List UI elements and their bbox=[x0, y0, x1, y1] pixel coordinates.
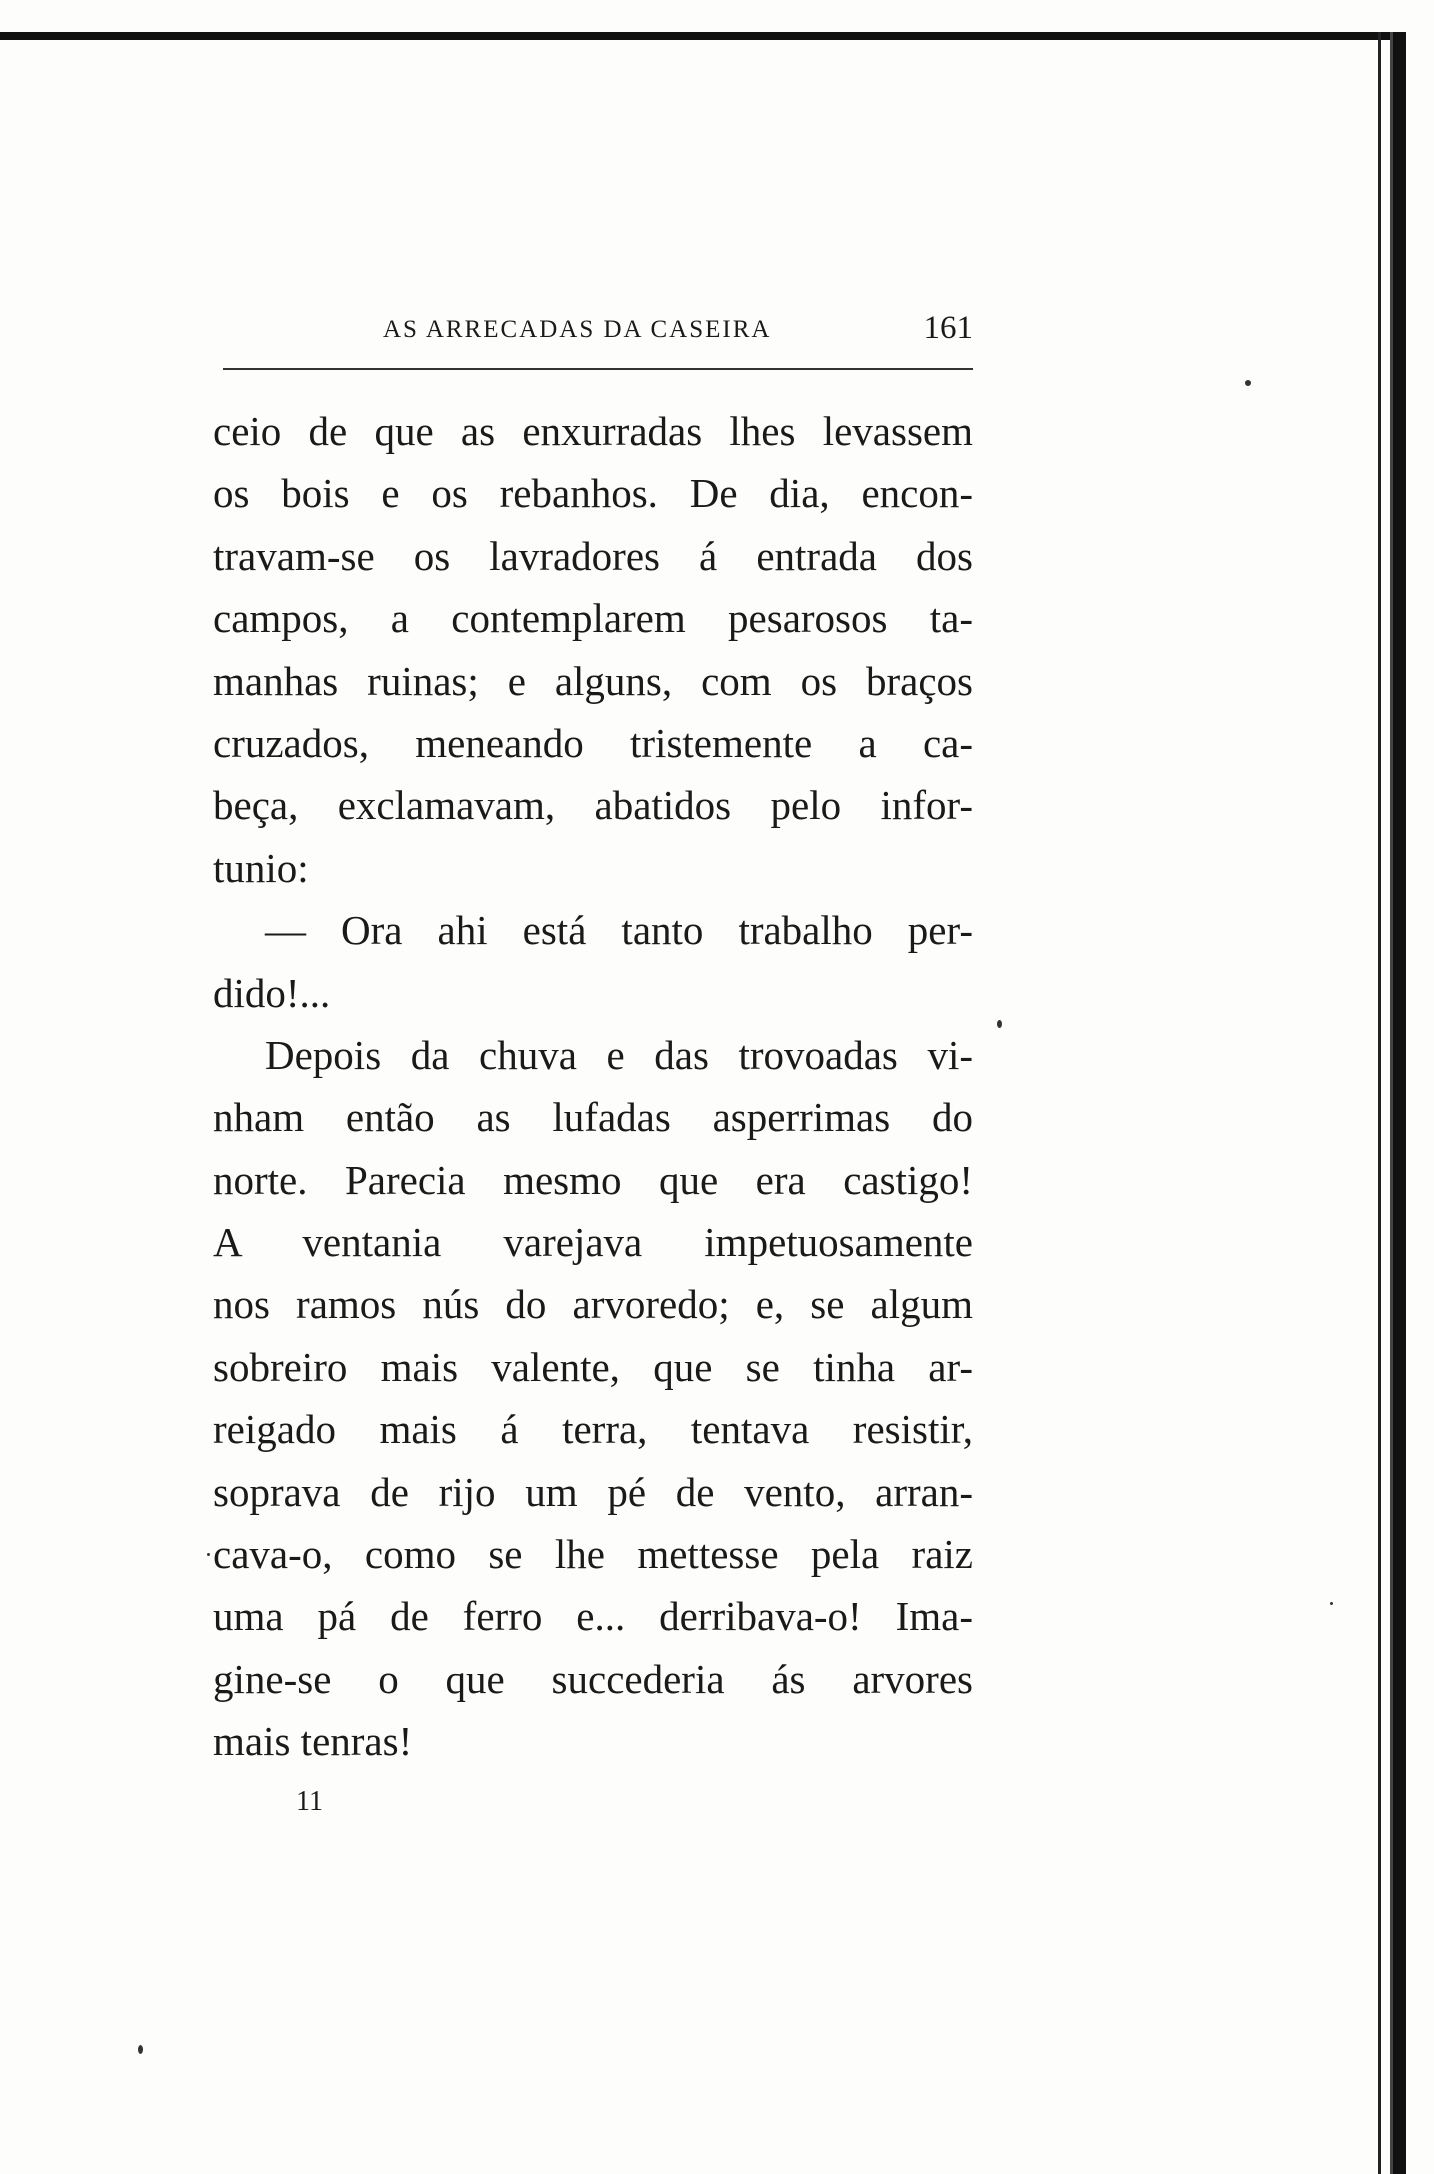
text-line: uma pá de ferro e... derribava-o! Ima- bbox=[213, 1593, 973, 1640]
text-line: manhas ruinas; e alguns, com os braços bbox=[213, 657, 973, 704]
text-line: ceio de que as enxurradas lhes levassem bbox=[213, 408, 973, 454]
paper-speck bbox=[1330, 1602, 1333, 1605]
text-line: os bois e os rebanhos. De dia, encon- bbox=[213, 470, 973, 517]
text-line: mais tenras! bbox=[213, 1718, 413, 1765]
text-line: norte. Parecia mesmo que era castigo! bbox=[213, 1156, 973, 1203]
text-line: nos ramos nús do arvoredo; e, se algum bbox=[213, 1281, 973, 1328]
running-title: AS ARRECADAS DA CASEIRA bbox=[383, 316, 772, 343]
text-line: campos, a contemplarem pesarosos ta- bbox=[213, 595, 973, 642]
running-head bbox=[223, 308, 973, 368]
top-edge-rule bbox=[0, 32, 1395, 40]
text-line: cruzados, meneando tristemente a ca- bbox=[213, 719, 973, 766]
dialogue-line: — Ora ahi está tanto trabalho per- bbox=[265, 907, 973, 954]
text-line: dido!... bbox=[213, 969, 331, 1016]
text-line: sobreiro mais valente, que se tinha ar- bbox=[213, 1343, 973, 1390]
text-line: beça, exclamavam, abatidos pelo infor- bbox=[213, 782, 973, 829]
text-line: travam-se os lavradores á entrada dos bbox=[213, 532, 973, 579]
text-line: nham então as lufadas asperrimas do bbox=[213, 1094, 973, 1141]
text-line: reigado mais á terra, tentava resistir, bbox=[213, 1406, 973, 1453]
text-line: cava-o, como se lhe mettesse pela raiz bbox=[213, 1531, 973, 1578]
page-spine-inner-line bbox=[1390, 32, 1393, 2174]
text-line: soprava de rijo um pé de vento, arran- bbox=[213, 1468, 973, 1515]
body-text bbox=[213, 400, 973, 1773]
signature-mark: 11 bbox=[296, 1786, 323, 1817]
text-line: gine-se o que succederia ás arvores bbox=[213, 1655, 973, 1702]
text-line: tunio: bbox=[213, 844, 309, 891]
header-rule bbox=[223, 368, 973, 370]
paper-speck bbox=[138, 2045, 143, 2054]
paper-speck bbox=[207, 1553, 210, 1556]
paper-speck bbox=[997, 1020, 1002, 1028]
text-line: A ventania varejava impetuosamente bbox=[213, 1219, 973, 1266]
page-number: 161 bbox=[923, 310, 973, 346]
paragraph-start-line: Depois da chuva e das trovoadas vi- bbox=[265, 1031, 973, 1078]
paper-speck bbox=[1245, 380, 1251, 386]
